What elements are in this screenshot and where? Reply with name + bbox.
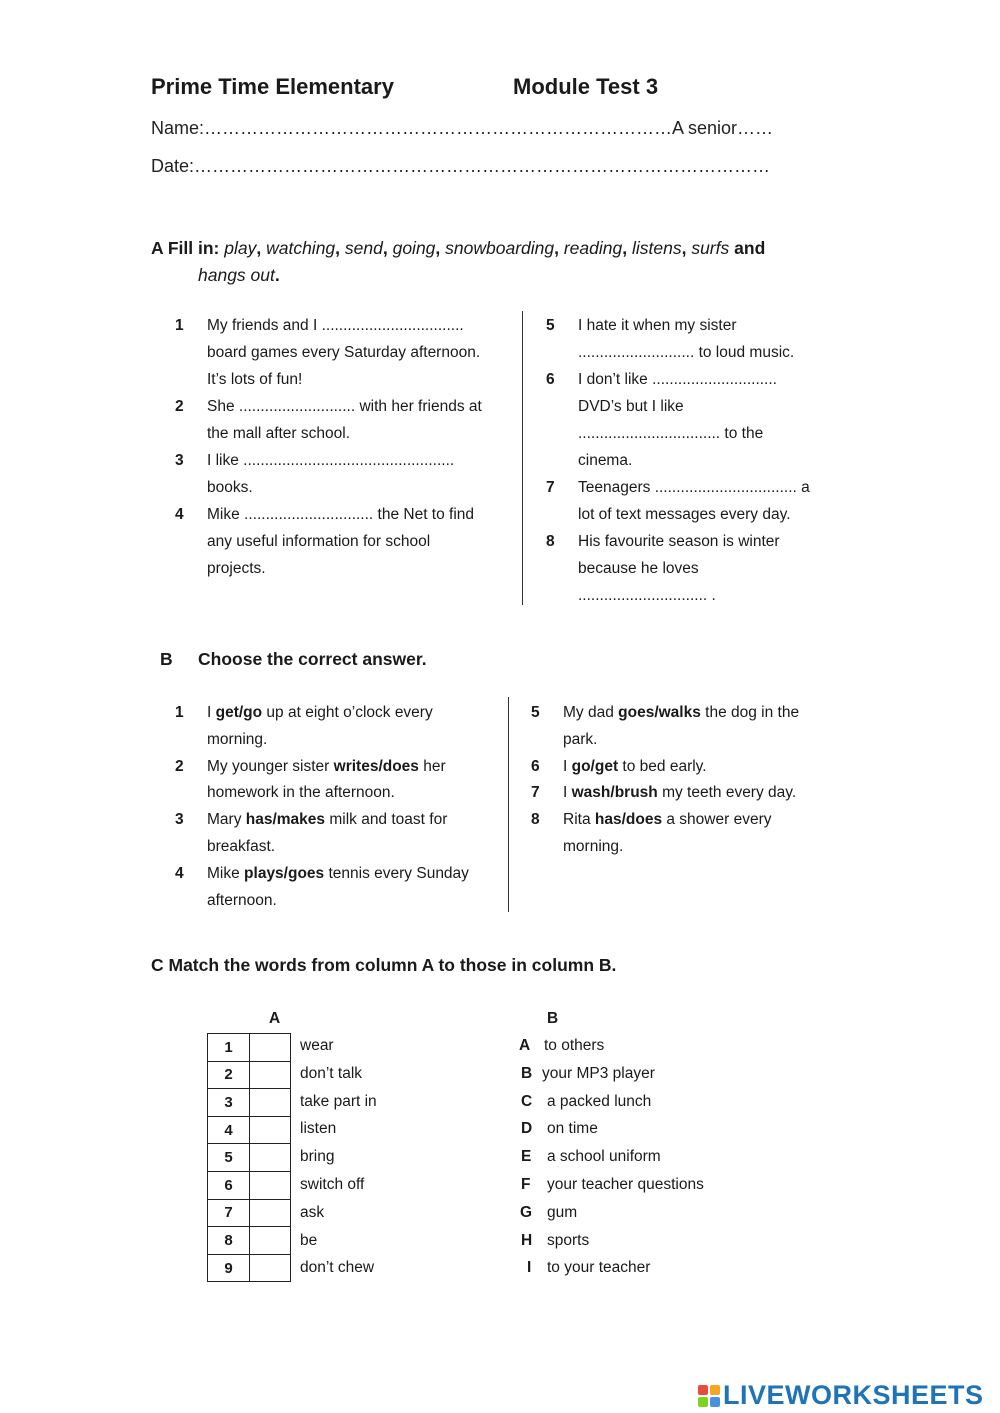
column-a-header: A — [269, 1010, 281, 1027]
item-number: 3 — [175, 811, 184, 829]
fill-in-item — [546, 474, 886, 528]
answer-options[interactable]: get/go — [215, 704, 263, 721]
answer-options[interactable]: has/makes — [245, 811, 326, 829]
item-number: 7 — [546, 479, 555, 496]
column-b-letter: B — [521, 1064, 533, 1082]
item-line: lot of text messages every day. — [578, 506, 791, 523]
logo-text: LIVEWORKSHEETS — [723, 1380, 984, 1410]
item-line: She ........................... with her friends at — [207, 398, 482, 415]
row-number: 4 — [208, 1116, 250, 1144]
item-line: projects. — [207, 560, 266, 577]
item-line: ........................... to loud music. — [578, 344, 795, 361]
column-a-word: switch off — [300, 1176, 365, 1193]
column-b-letter: G — [520, 1203, 533, 1221]
column-b-phrase: to others — [544, 1037, 605, 1054]
item-number: 5 — [546, 317, 555, 334]
column-b-header: B — [547, 1010, 559, 1027]
answer-options[interactable]: wash/brush — [571, 784, 658, 802]
row-number: 6 — [208, 1171, 250, 1199]
item-number: 8 — [546, 533, 555, 550]
item-line: I hate it when my sister — [578, 317, 737, 334]
item-number: 1 — [175, 317, 184, 334]
column-a-word: ask — [300, 1203, 325, 1221]
item-number: 1 — [175, 704, 184, 721]
row-number: 7 — [208, 1199, 250, 1227]
answer-box[interactable] — [250, 1199, 291, 1227]
column-b-phrase: to your teacher — [547, 1259, 651, 1277]
match-row — [208, 1199, 291, 1227]
column-a-word: wear — [300, 1037, 334, 1054]
item-line: I don’t like ............................. — [578, 371, 777, 388]
answer-options[interactable]: plays/goes — [244, 864, 325, 882]
item-number: 2 — [175, 757, 184, 775]
choice-item: 5 My dad goes/walks the dog in the park. — [531, 700, 861, 754]
section-b-instruction: Choose the correct answer. — [198, 649, 427, 669]
section-a-divider — [522, 311, 523, 605]
liveworksheets-logo — [698, 1380, 984, 1411]
match-table — [207, 1033, 291, 1282]
column-a-word: be — [300, 1231, 318, 1249]
column-a-word: don’t chew — [300, 1259, 375, 1277]
column-b-letter: E — [521, 1148, 532, 1166]
item-line: books. — [207, 479, 253, 496]
item-number: 5 — [531, 704, 540, 721]
item-line: because he loves — [578, 560, 699, 577]
match-row — [208, 1144, 291, 1172]
match-row — [208, 1227, 291, 1255]
row-number: 9 — [208, 1254, 250, 1282]
answer-options[interactable]: go/get — [571, 757, 619, 775]
fill-in-item — [546, 366, 886, 474]
column-b-letter: A — [519, 1037, 531, 1054]
item-line: Mike .............................. the Net to find — [207, 506, 475, 523]
column-b-phrase: on time — [547, 1120, 598, 1138]
item-number: 6 — [531, 757, 540, 775]
answer-options[interactable]: has/does — [594, 811, 663, 829]
item-line: cinema. — [578, 452, 633, 469]
answer-box[interactable] — [250, 1116, 291, 1144]
match-row — [208, 1254, 291, 1282]
item-line: .............................. . — [578, 587, 716, 604]
logo-icon — [698, 1385, 720, 1407]
date-line: Date:…………………………………………………………………………………… — [151, 156, 771, 176]
column-a-word: don’t talk — [300, 1064, 363, 1082]
choice-item: 4 Mike plays/goes tennis every Sunday afternoon. — [175, 861, 505, 915]
item-line: Teenagers ................................. a — [578, 479, 810, 496]
match-row — [208, 1061, 291, 1089]
fill-in-item — [546, 528, 886, 609]
item-line: ................................. to the — [578, 425, 764, 442]
item-line: the mall after school. — [207, 425, 351, 442]
answer-box[interactable] — [250, 1227, 291, 1255]
answer-box[interactable] — [250, 1034, 291, 1062]
answer-box[interactable] — [250, 1254, 291, 1282]
column-b-phrase: sports — [547, 1231, 590, 1249]
section-a-label: A Fill in: — [151, 238, 220, 258]
row-number: 2 — [208, 1061, 250, 1089]
column-b-phrase: your teacher questions — [547, 1176, 704, 1193]
fill-in-item — [546, 312, 886, 366]
row-number: 3 — [208, 1089, 250, 1117]
fill-in-item — [175, 501, 515, 582]
choice-item: 2 My younger sister writes/does her homework in the afternoon. — [175, 754, 505, 808]
item-line: board games every Saturday afternoon. — [207, 344, 481, 361]
column-b-phrase: gum — [547, 1203, 578, 1221]
match-row — [208, 1034, 291, 1062]
column-b-letter: H — [521, 1231, 533, 1249]
column-b-phrase: a school uniform — [547, 1148, 661, 1166]
item-number: 8 — [531, 811, 540, 829]
item-line: My friends and I ................................. — [207, 317, 464, 334]
choice-item: 1 I get/go up at eight o’clock every morning. — [175, 700, 505, 754]
fill-in-item — [175, 393, 515, 447]
fill-in-item — [175, 312, 515, 393]
column-a-word: listen — [300, 1120, 337, 1138]
column-b-letter: F — [521, 1176, 531, 1193]
item-number: 6 — [546, 371, 555, 388]
column-a-word: take part in — [300, 1092, 377, 1110]
item-line: It’s lots of fun! — [207, 371, 303, 388]
column-b-phrase: your MP3 player — [542, 1064, 655, 1082]
column-a-word: bring — [300, 1148, 335, 1166]
choice-item: 3 Mary has/makes milk and toast for breakfast. — [175, 807, 505, 861]
item-line: DVD’s but I like — [578, 398, 684, 415]
section-b-label: B — [160, 649, 173, 669]
match-row — [208, 1171, 291, 1199]
name-line: Name:……………………………………………………………………A senior…… — [151, 118, 774, 138]
column-b-letter: I — [527, 1259, 532, 1277]
row-number: 8 — [208, 1227, 250, 1255]
row-number: 1 — [208, 1034, 250, 1062]
item-number: 7 — [531, 784, 540, 802]
section-b-divider — [508, 697, 509, 912]
item-number: 2 — [175, 398, 184, 415]
section-a-instruction: A Fill in: play, watching, send, going, snowboarding, reading, listens, surfs and — [151, 238, 766, 258]
answer-options[interactable]: writes/does — [333, 757, 419, 775]
match-row — [208, 1089, 291, 1117]
section-c-instruction: C Match the words from column A to those in column B. — [151, 955, 617, 975]
item-number: 4 — [175, 864, 184, 882]
item-number: 4 — [175, 506, 184, 523]
item-line: His favourite season is winter — [578, 533, 780, 550]
column-b-letter: D — [521, 1120, 533, 1138]
column-b-phrase: a packed lunch — [547, 1092, 652, 1110]
row-number: 5 — [208, 1144, 250, 1172]
section-a-instruction-cont: hangs out. — [198, 265, 280, 285]
answer-box[interactable] — [250, 1089, 291, 1117]
test-title: Module Test 3 — [513, 74, 659, 99]
item-line: I like ................................................. — [207, 452, 455, 469]
item-number: 3 — [175, 452, 184, 469]
match-row — [208, 1116, 291, 1144]
answer-box[interactable] — [250, 1144, 291, 1172]
answer-box[interactable] — [250, 1171, 291, 1199]
column-b-letter: C — [521, 1092, 533, 1110]
choice-item: 8 Rita has/does a shower every morning. — [531, 807, 861, 861]
answer-options[interactable]: goes/walks — [618, 704, 701, 721]
fill-in-item — [175, 447, 515, 501]
choice-item: 7 I wash/brush my teeth every day. — [531, 780, 861, 807]
book-title: Prime Time Elementary — [151, 74, 394, 99]
choice-item: 6 I go/get to bed early. — [531, 754, 861, 781]
answer-box[interactable] — [250, 1061, 291, 1089]
item-line: any useful information for school — [207, 533, 431, 550]
